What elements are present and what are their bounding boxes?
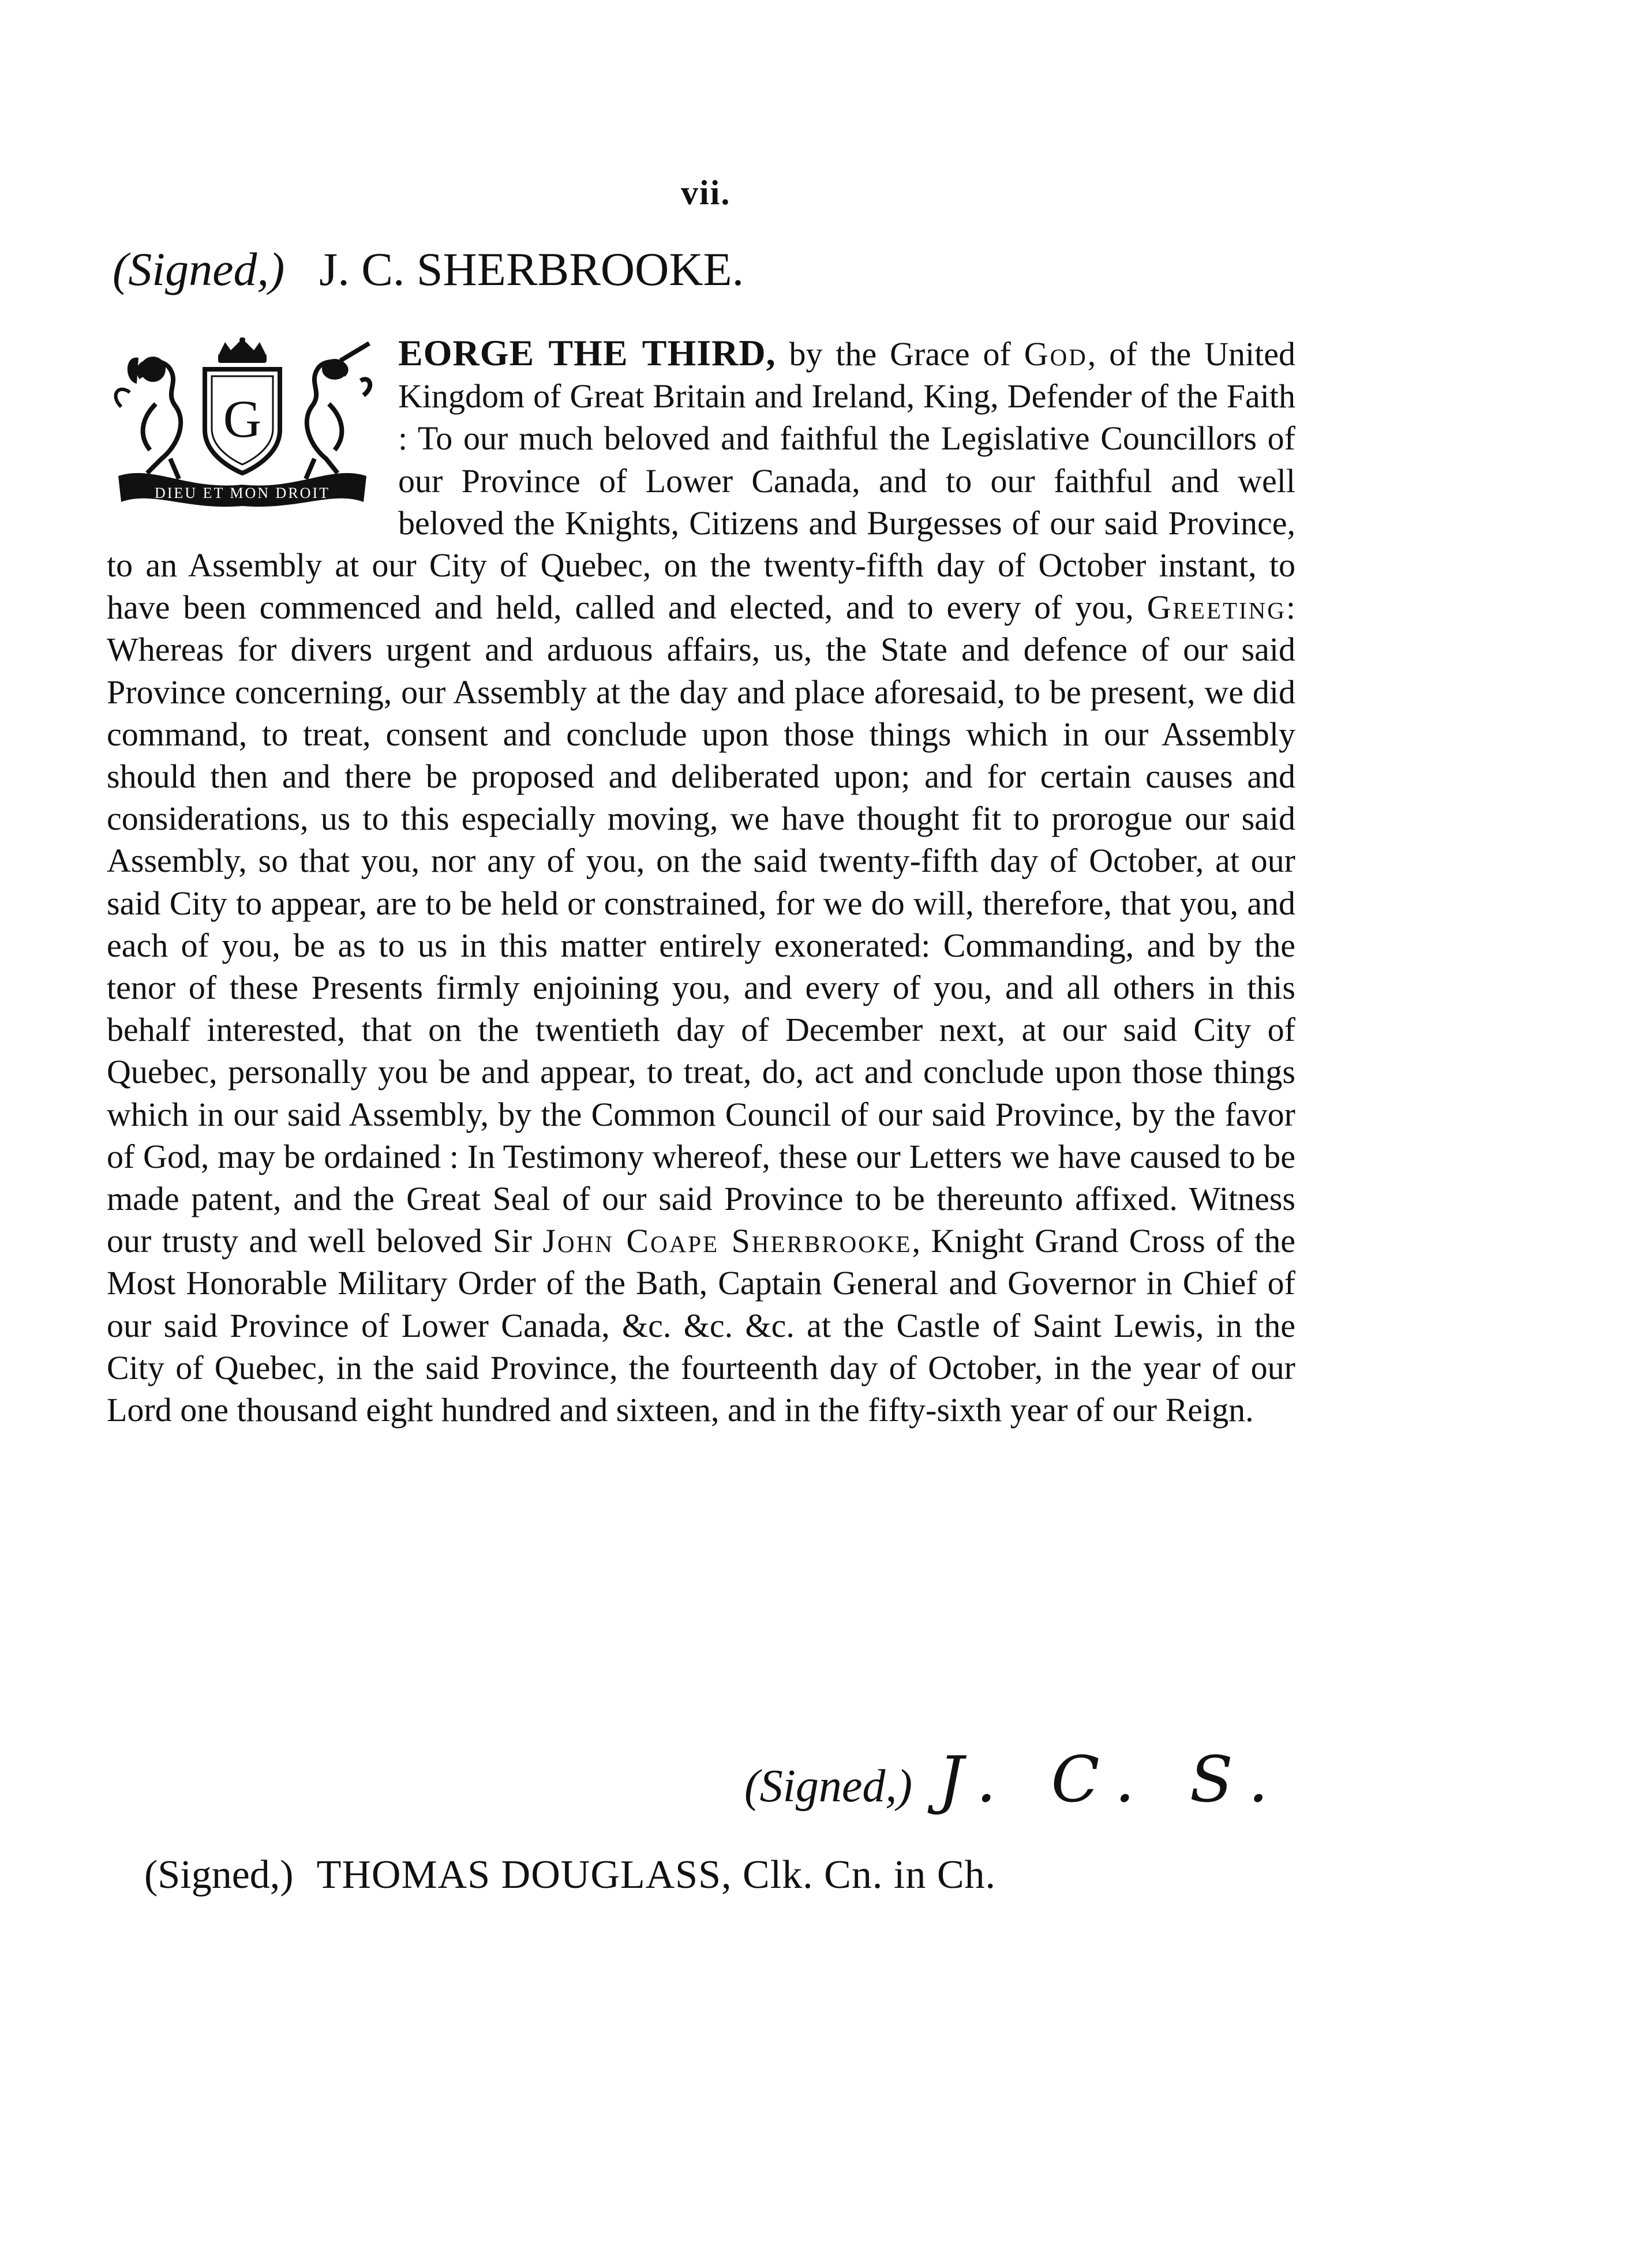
proclamation-text-1: by the Grace of [776,335,1024,373]
proclamation-greeting: Greeting [1147,589,1286,627]
signed-label: (Signed,) [144,1853,294,1897]
coat-of-arms-space [107,332,398,539]
signature-clerk [144,1852,996,1898]
proclamation-text-2: , of the United Kingdom of Great Britain and Ireland, King, Defender of the Faith : To our much beloved and faithful the Legislative Councillors of our Province of Lower Canada, and to our faithful and well beloved the Knights, Citizens and Burgesses of our said Province, to an Assembly at our City of Quebec, on the twenty-fifth day of October instant, to have been commenced and held, called and elected, and to every of you, [107,335,1296,627]
signature-heading [113,242,744,297]
proclamation-opening: EORGE THE THIRD, [398,332,776,373]
proclamation-governor: John Coape Sherbrooke [542,1222,912,1260]
clerk-name: THOMAS DOUGLASS, Clk. Cn. in Ch. [316,1853,997,1897]
proclamation-god: God [1024,335,1088,373]
proclamation-text [107,332,1295,1431]
signed-label: (Signed,) [113,243,285,295]
proclamation-text-3: : Whereas for divers urgent and arduous affairs, us, the State and defence of our said Province concerning, our Assembly at the day and place aforesaid, to be present, we did command, to treat, consent and conclude upon those things which in our Assembly should then and there be proposed and deliberated upon; and for certain causes and considerations, us to this especially moving, we have thought fit to prorogue our said Assembly, so that you, nor any of you, on the said twenty-fifth day of October, at our said City to appear, are to be held or constrained, for we do will, therefore, that you, and each of you, be as to us in this matter entirely exonerated: Commanding, and by the tenor of these Presents firmly enjoining you, and every of you, and all others in this behalf interested, that on the twentieth day of December next, at our said City of Quebec, personally you be and appear, to treat, do, act and conclude upon those things which in our said Assembly, by the Common Council of our said Province, by the favor of God, may be ordained : In Testimony whereof, these our Letters we have caused to be made patent, and the Great Seal of our said Province to be thereunto affixed. Witness our trusty and well beloved Sir [107,589,1295,1260]
signature-initials [744,1742,1286,1816]
signer-name: J. C. SHERBROOKE. [319,243,744,295]
page-number: vii. [681,174,731,212]
shield-initial: G [223,389,262,448]
signed-label: (Signed,) [744,1761,913,1812]
proclamation-text-4: , Knight Grand Cross of the Most Honorable Military Order of the Bath, Captain General and Governor in Chief of our said Province of Lower Canada, &c. &c. &c. at the Castle of Saint Lewis, in the City of Quebec, in the said Province, the fourteenth day of October, in the year of our Lord one thousand eight hundred and sixteen, and in the fifty-sixth year of our Reign. [107,1222,1295,1429]
handwritten-initials: J. C. S. [938,1742,1286,1816]
motto-text: DIEU ET MON DROIT [155,485,330,501]
